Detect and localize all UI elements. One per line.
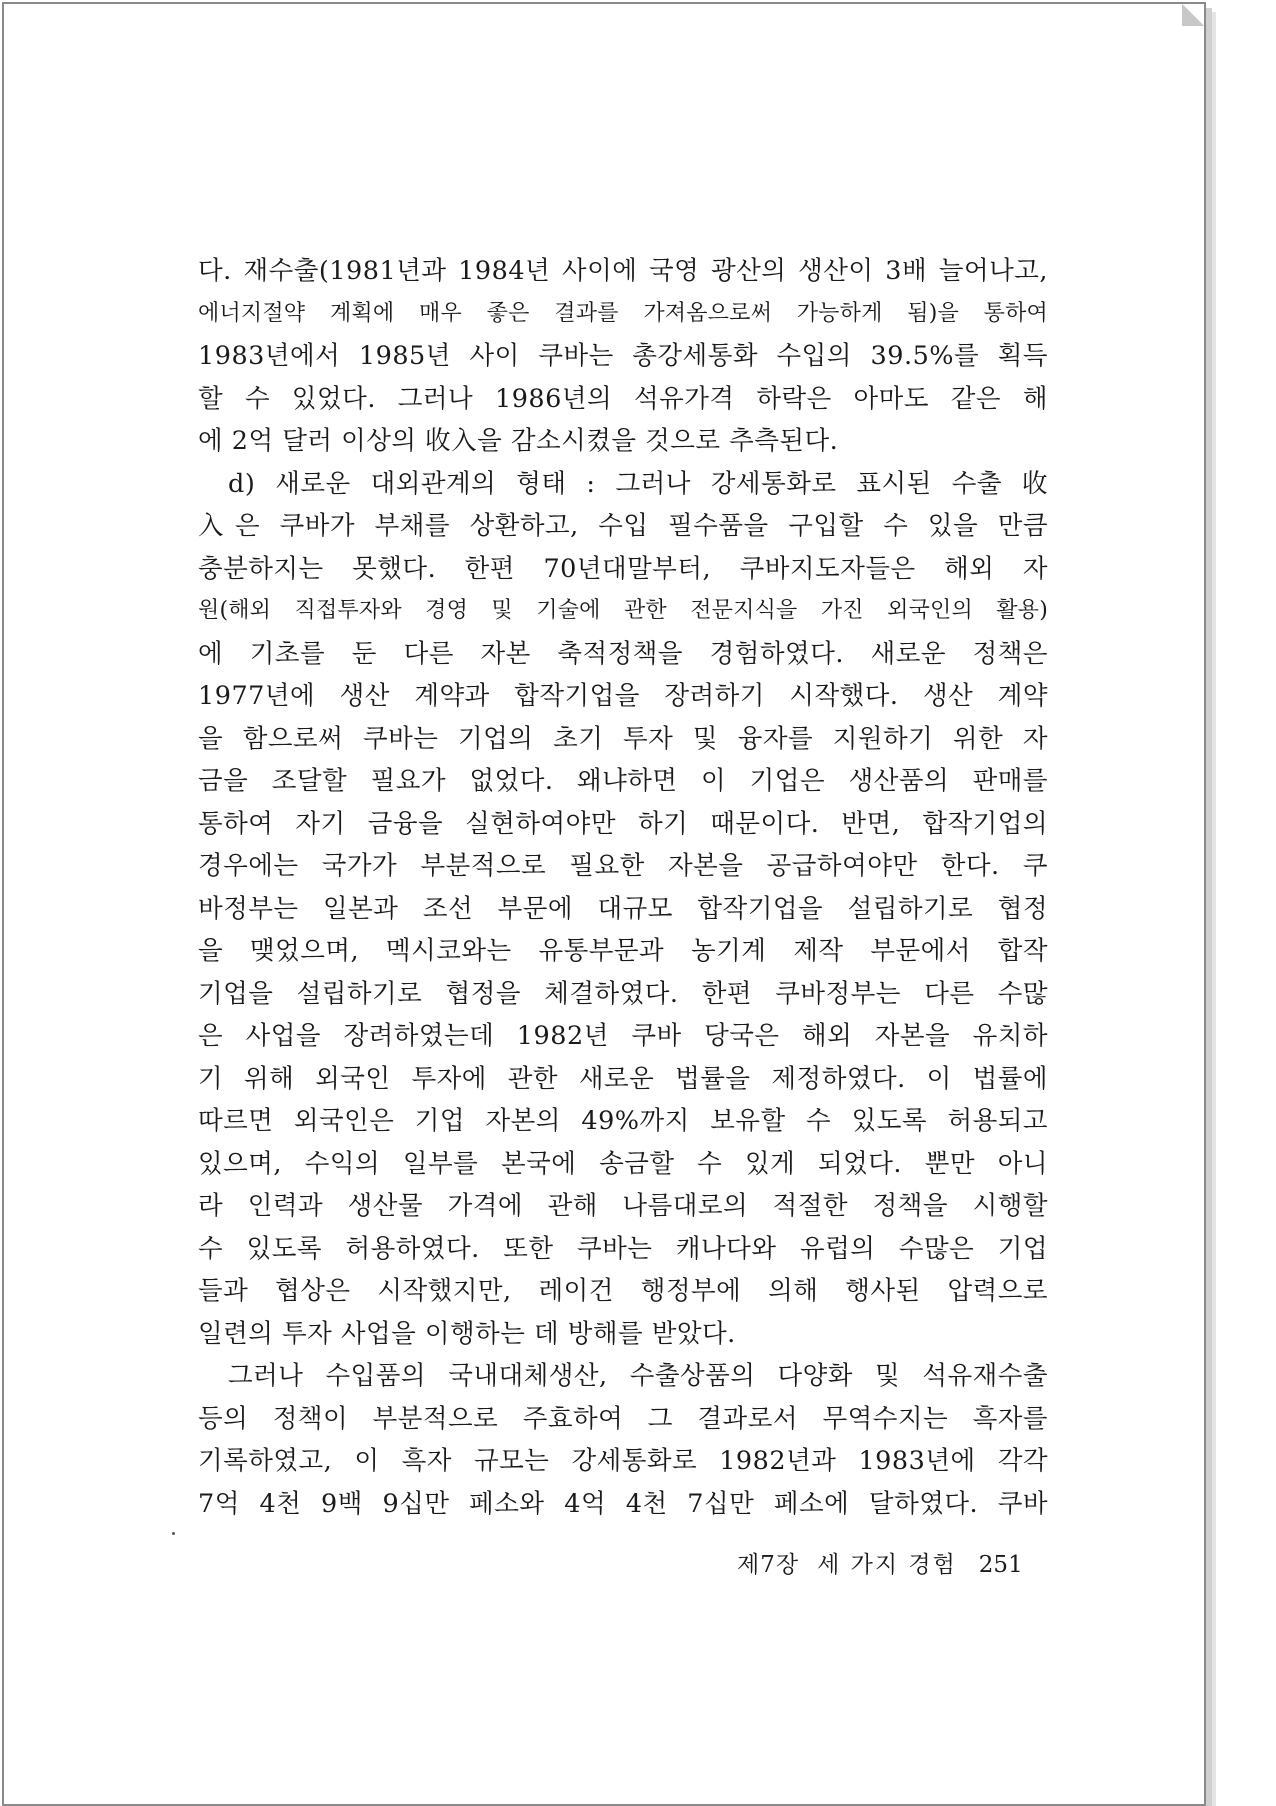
text-line: 있으며, 수익의 일부를 본국에 송금할 수 있게 되었다. 뿐만 아니	[198, 1148, 1048, 1179]
text-line: 금을 조달할 필요가 없었다. 왜냐하면 이 기업은 생산품의 판매를	[198, 766, 1048, 796]
text-line: 7억 4천 9백 9십만 페소와 4억 4천 7십만 페소에 달하였다. 쿠바	[198, 1488, 1048, 1519]
text-line: 을 함으로써 쿠바는 기업의 초기 투자 및 융자를 지원하기 위한 자	[198, 723, 1048, 754]
running-footer	[737, 1547, 1037, 1583]
footer-chapter-title: 세 가지 경험	[817, 1552, 957, 1578]
page-number: 251	[978, 1552, 1023, 1578]
text-line: 통하여 자기 금융을 실현하여야만 하기 때문이다. 반면, 합작기업의	[198, 808, 1048, 839]
section-heading-line: d) 새로운 대외관계의 형태 : 그러나 강세통화로 표시된 수출 收	[228, 468, 1048, 499]
text-line: 들과 협상은 시작했지만, 레이건 행정부에 의해 행사된 압력으로	[198, 1276, 1048, 1306]
text-line: 라 인력과 생산물 가격에 관해 나름대로의 적절한 정책을 시행할	[198, 1191, 1048, 1221]
scan-speck	[172, 1532, 175, 1535]
text-line: 수 있도록 허용하였다. 또한 쿠바는 캐나다와 유럽의 수많은 기업	[198, 1233, 1048, 1264]
text-line: 일련의 투자 사업을 이행하는 데 방해를 받았다.	[198, 1318, 736, 1349]
page-corner-fold	[1182, 4, 1204, 26]
text-line: 원(해외 직접투자와 경영 및 기술에 관한 전문지식을 가진 외국인의 활용)	[198, 598, 1048, 623]
text-line: 을 맺었으며, 멕시코와는 유통부문과 농기계 제작 부문에서 합작	[198, 936, 1048, 966]
text-line: 할 수 있었다. 그러나 1986년의 석유가격 하락은 아마도 같은 해	[198, 383, 1048, 414]
text-line: 바정부는 일본과 조선 부문에 대규모 합작기업을 설립하기로 협정	[198, 893, 1048, 924]
text-line: 기록하였고, 이 흑자 규모는 강세통화로 1982년과 1983년에 각각	[198, 1446, 1048, 1476]
text-line: 기 위해 외국인 투자에 관한 새로운 법률을 제정하였다. 이 법률에	[198, 1063, 1048, 1094]
footer-chapter: 제7장	[737, 1552, 800, 1578]
text-line: 은 사업을 장려하였는데 1982년 쿠바 당국은 해외 자본을 유치하	[198, 1021, 1048, 1051]
text-line: 충분하지는 못했다. 한편 70년대말부터, 쿠바지도자들은 해외 자	[198, 553, 1048, 584]
text-line: 1983년에서 1985년 사이 쿠바는 총강세통화 수입의 39.5%를 획득	[198, 341, 1048, 371]
text-line: 入은 쿠바가 부채를 상환하고, 수입 필수품을 구입할 수 있을 만큼	[198, 511, 1048, 541]
paragraph-start-line: 그러나 수입품의 국내대체생산, 수출상품의 다양화 및 석유재수출	[228, 1361, 1048, 1391]
text-line: 따르면 외국인은 기업 자본의 49%까지 보유할 수 있도록 허용되고	[198, 1106, 1048, 1136]
text-line: 에너지절약 계획에 매우 좋은 결과를 가져옴으로써 가능하게 됨)을 통하여	[198, 300, 1048, 326]
text-line: 1977년에 생산 계약과 합작기업을 장려하기 시작했다. 생산 계약	[198, 681, 1048, 711]
text-line: 다. 재수출(1981년과 1984년 사이에 국영 광산의 생산이 3배 늘어나고,	[198, 256, 1048, 286]
text-line: 에 기초를 둔 다른 자본 축적정책을 경험하였다. 새로운 정책은	[198, 638, 1048, 669]
text-line: 등의 정책이 부분적으로 주효하여 그 결과로서 무역수지는 흑자를	[198, 1403, 1048, 1434]
text-line: 기업을 설립하기로 협정을 체결하였다. 한편 쿠바정부는 다른 수많	[198, 978, 1048, 1009]
body-text	[198, 250, 1048, 1525]
text-line: 경우에는 국가가 부분적으로 필요한 자본을 공급하여야만 한다. 쿠	[198, 851, 1048, 881]
text-line: 에 2억 달러 이상의 收入을 감소시켰을 것으로 추측된다.	[198, 426, 839, 456]
